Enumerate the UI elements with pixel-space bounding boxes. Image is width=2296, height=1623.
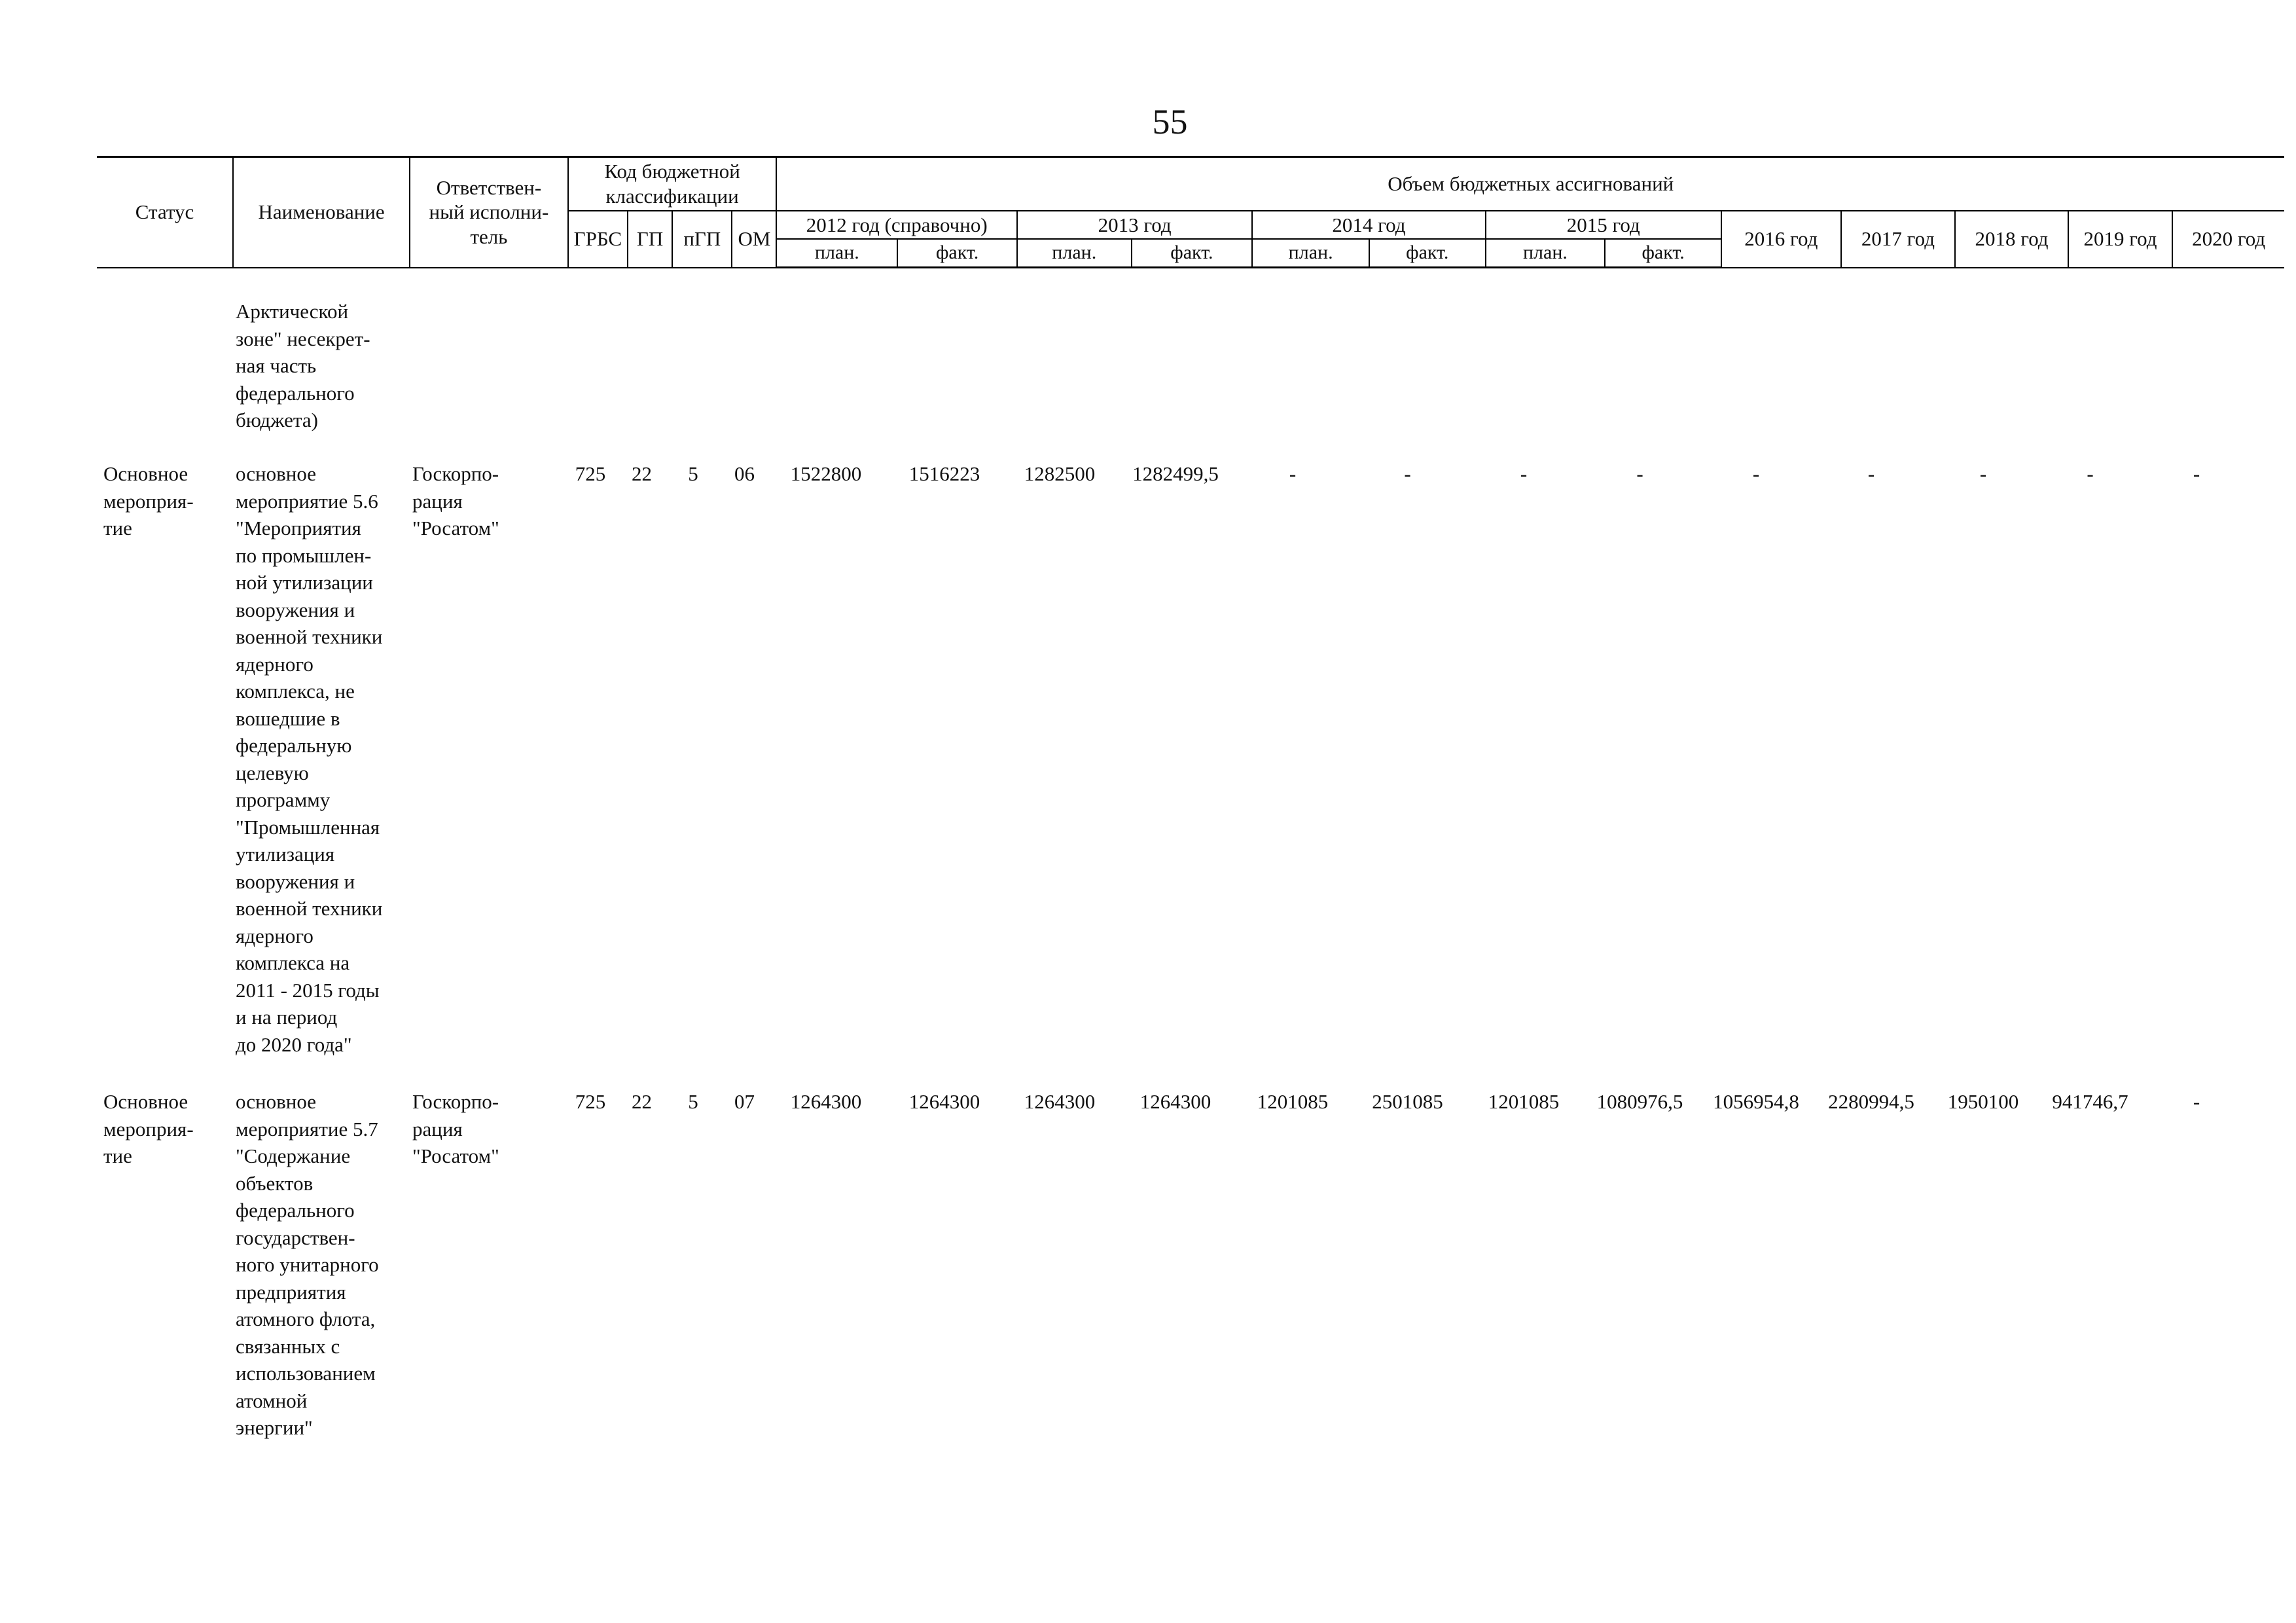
header-status: Статус bbox=[97, 157, 233, 268]
header-year-2013: 2013 год bbox=[1017, 211, 1252, 240]
row-pgp: 5 bbox=[688, 462, 698, 485]
header-year-2014: 2014 год bbox=[1252, 211, 1485, 240]
row-value-2015-fact: - bbox=[1636, 462, 1643, 485]
row-value-2013-plan: 1282500 bbox=[1024, 462, 1096, 485]
row-value-2013-fact: 1282499,5 bbox=[1132, 462, 1219, 485]
row-grbs: 725 bbox=[575, 1090, 606, 1113]
row-responsible: Госкорпо- рация "Росатом" bbox=[412, 1090, 499, 1167]
row-value-2018: - bbox=[1979, 462, 1987, 485]
row-value-2014-fact: 2501085 bbox=[1372, 1090, 1443, 1113]
row-value-2015-fact: 1080976,5 bbox=[1596, 1090, 1683, 1113]
row-value-2013-plan: 1264300 bbox=[1024, 1090, 1096, 1113]
header-pgp: пГП bbox=[672, 211, 732, 268]
row-name: Арктической зоне" несекрет- ная часть федерального бюджета) bbox=[236, 300, 370, 431]
header-fact-2013: факт. bbox=[1132, 239, 1253, 267]
header-plan-2012: план. bbox=[776, 239, 897, 267]
row-value-2016: - bbox=[1752, 462, 1760, 485]
header-year-2017: 2017 год bbox=[1841, 211, 1956, 268]
header-year-2015: 2015 год bbox=[1486, 211, 1721, 240]
header-om: ОМ bbox=[732, 211, 776, 268]
row-value-2012-plan: 1522800 bbox=[790, 462, 862, 485]
header-gp: ГП bbox=[628, 211, 672, 268]
row-value-2019: 941746,7 bbox=[2052, 1090, 2128, 1113]
row-value-2014-fact: - bbox=[1404, 462, 1411, 485]
row-value-2012-plan: 1264300 bbox=[790, 1090, 862, 1113]
row-gp: 22 bbox=[632, 462, 652, 485]
header-fact-2014: факт. bbox=[1369, 239, 1486, 267]
row-value-2013-fact: 1264300 bbox=[1139, 1090, 1211, 1113]
row-om: 06 bbox=[734, 462, 755, 485]
row-grbs: 725 bbox=[575, 462, 606, 485]
header-plan-2014: план. bbox=[1252, 239, 1369, 267]
header-budget-code: Код бюджетной классификации bbox=[568, 157, 777, 211]
header-name: Наименование bbox=[233, 157, 410, 268]
row-status: Основное мероприя- тие bbox=[103, 1090, 194, 1167]
header-plan-2015: план. bbox=[1486, 239, 1605, 267]
header-responsible: Ответствен- ный исполни- тель bbox=[410, 157, 568, 268]
row-value-2015-plan: - bbox=[1520, 462, 1528, 485]
header-grbs: ГРБС bbox=[568, 211, 628, 268]
row-value-2020: - bbox=[2193, 1090, 2200, 1113]
row-value-2014-plan: 1201085 bbox=[1257, 1090, 1329, 1113]
row-value-2012-fact: 1264300 bbox=[908, 1090, 980, 1113]
row-value-2016: 1056954,8 bbox=[1713, 1090, 1799, 1113]
table-header bbox=[97, 156, 2284, 268]
row-responsible: Госкорпо- рация "Росатом" bbox=[412, 462, 499, 539]
row-gp: 22 bbox=[632, 1090, 652, 1113]
row-value-2019: - bbox=[2087, 462, 2094, 485]
row-pgp: 5 bbox=[688, 1090, 698, 1113]
row-value-2015-plan: 1201085 bbox=[1488, 1090, 1560, 1113]
row-name: основное мероприятие 5.7 "Содержание объектов федерального государствен- ного унитарного предприятия атомного флота, связанных с использованием атомной энергии" bbox=[236, 1090, 379, 1439]
row-value-2017: - bbox=[1867, 462, 1875, 485]
row-status: Основное мероприя- тие bbox=[103, 462, 194, 539]
header-fact-2012: факт. bbox=[897, 239, 1017, 267]
row-value-2018: 1950100 bbox=[1947, 1090, 2019, 1113]
row-value-2017: 2280994,5 bbox=[1828, 1090, 1914, 1113]
header-year-2020: 2020 год bbox=[2172, 211, 2284, 268]
header-allocations: Объем бюджетных ассигнований bbox=[776, 157, 2284, 211]
page-number: 55 bbox=[1152, 102, 1188, 141]
header-year-2016: 2016 год bbox=[1721, 211, 1841, 268]
header-year-2012: 2012 год (справочно) bbox=[776, 211, 1016, 240]
row-value-2014-plan: - bbox=[1289, 462, 1297, 485]
row-om: 07 bbox=[734, 1090, 755, 1113]
row-value-2012-fact: 1516223 bbox=[908, 462, 980, 485]
row-value-2020: - bbox=[2193, 462, 2200, 485]
header-year-2019: 2019 год bbox=[2068, 211, 2172, 268]
header-plan-2013: план. bbox=[1017, 239, 1132, 267]
header-year-2018: 2018 год bbox=[1955, 211, 2068, 268]
header-fact-2015: факт. bbox=[1605, 239, 1721, 267]
row-name: основное мероприятие 5.6 "Мероприятия по промышлен- ной утилизации вооружения и военной техники ядерного комплекса, не вошедшие в федеральную целевую программу "Промышленная утилизация вооружения и военной техники ядерного комплекса на 2011 - 2015 годы и на период до 2020 года" bbox=[236, 462, 383, 1056]
